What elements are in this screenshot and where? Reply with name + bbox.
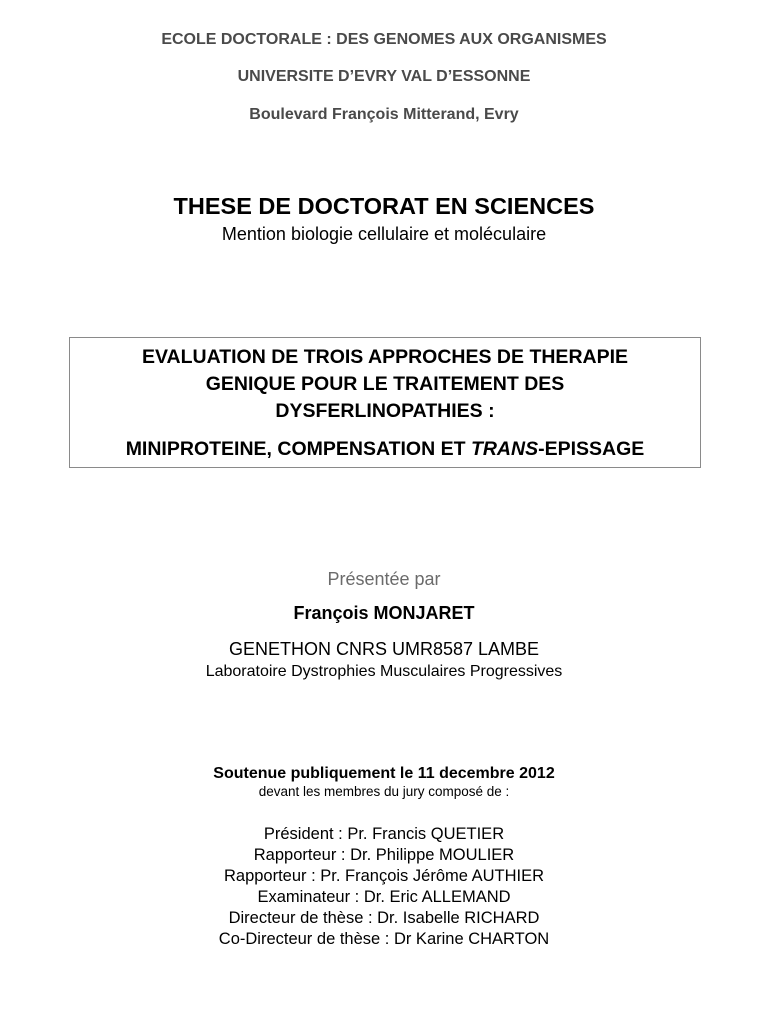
jury-member-co-director: Co-Directeur de thèse : Dr Karine CHARTON: [218, 930, 550, 948]
jury-member-director: Directeur de thèse : Dr. Isabelle RICHARD: [228, 909, 540, 927]
thesis-subtitle-italic: TRANS: [470, 438, 539, 460]
thesis-title-line-2: GENIQUE POUR LE TRAITEMENT DES: [205, 373, 565, 395]
author-name: François MONJARET: [293, 603, 475, 623]
jury-member-rapporteur-2: Rapporteur : Pr. François Jérôme AUTHIER: [223, 867, 545, 885]
degree-title: THESE DE DOCTORAT EN SCIENCES: [173, 193, 595, 219]
thesis-title-line-1: EVALUATION DE TROIS APPROCHES DE THERAPIE: [141, 346, 629, 368]
thesis-subtitle-prefix: MINIPROTEINE, COMPENSATION ET: [125, 438, 471, 460]
jury-member-president: Président : Pr. Francis QUETIER: [263, 825, 505, 843]
university-address: Boulevard François Mitterand, Evry: [249, 106, 519, 123]
presented-by-label: Présentée par: [327, 569, 441, 589]
jury-intro: devant les membres du jury composé de :: [258, 784, 510, 799]
jury-list: [0, 824, 768, 950]
thesis-title-line-3: DYSFERLINOPATHIES :: [275, 400, 495, 422]
doctoral-school-heading: ECOLE DOCTORALE : DES GENOMES AUX ORGANISMES: [161, 31, 607, 48]
thesis-title-box: [69, 337, 701, 468]
lab-subtitle: Laboratoire Dystrophies Musculaires Progressives: [205, 663, 563, 680]
lab-name: GENETHON CNRS UMR8587 LAMBE: [228, 639, 540, 659]
university-heading: UNIVERSITE D’EVRY VAL D’ESSONNE: [237, 68, 531, 85]
thesis-subtitle-suffix: -EPISSAGE: [538, 438, 645, 460]
degree-mention: Mention biologie cellulaire et moléculaire: [221, 224, 547, 244]
defense-date: Soutenue publiquement le 11 decembre 2012: [213, 765, 555, 782]
thesis-subtitle: [70, 438, 700, 461]
jury-member-rapporteur-1: Rapporteur : Dr. Philippe MOULIER: [253, 846, 515, 864]
jury-member-examinateur: Examinateur : Dr. Eric ALLEMAND: [257, 888, 511, 906]
